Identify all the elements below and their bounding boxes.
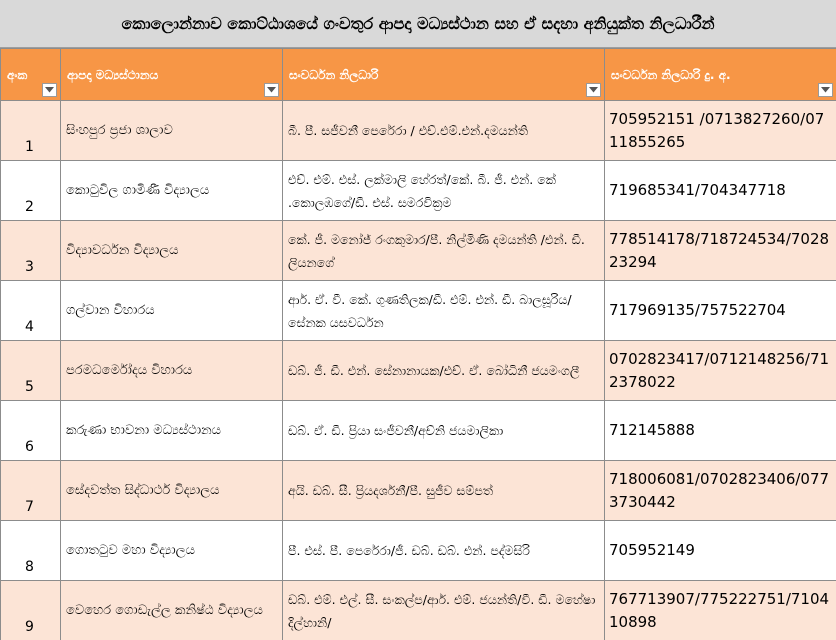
officers-text: ආර්. ඒ. වී. කේ. ගුණතිලක/ඩී. එම්. එන්. ඩී. බාලසූරිය/සේනක යසවර්ධන: [288, 291, 572, 330]
sheet-title[interactable]: කොලොන්නාව කොට්ඨාශයේ ගංවතුර ආපදා මධ්‍යස්ථාන සහ ඒ සදහා අනියුක්ත නිලධාරීන්: [121, 13, 715, 33]
header-cell-phone[interactable]: [605, 49, 836, 101]
cell-location[interactable]: [61, 461, 283, 521]
dropdown-arrow-icon: [267, 87, 276, 93]
filter-dropdown-phone[interactable]: [818, 83, 833, 97]
number-text: 5: [25, 379, 34, 395]
cell-number[interactable]: [1, 221, 61, 281]
cell-phones[interactable]: [605, 161, 836, 221]
cell-officers[interactable]: [283, 581, 605, 640]
cell-phones[interactable]: [605, 281, 836, 341]
officers-text: පී. එස්. පී. පෙරේරා/ජී. ඩබ්. ඩබ්. එන්. පද්මසිරි: [288, 543, 530, 558]
location-text: පරමධර්මෝදය විහාරය: [66, 362, 193, 378]
cell-number[interactable]: [1, 161, 61, 221]
header-cell-location[interactable]: [61, 49, 283, 101]
cell-number[interactable]: [1, 341, 61, 401]
data-table: [0, 48, 836, 640]
officers-text: ඩබ්. එම්. එල්. සී. සංකල්ප/ආර්. එම්. ජයන්ති/වී. ඩී. මහේෂා දිල්හානි/: [288, 591, 596, 630]
location-text: වෙහෙර ගොඩැල්ල කනිෂ්ඨ විද්‍යාලය: [66, 602, 263, 618]
dropdown-arrow-icon: [45, 87, 54, 93]
table-row: [1, 521, 836, 581]
phones-text: 0702823417/0712148256/712378022: [609, 349, 830, 391]
table-row: [1, 281, 836, 341]
phones-text: 718006081/0702823406/0773730442: [609, 469, 830, 511]
cell-officers[interactable]: [283, 521, 605, 581]
cell-location[interactable]: [61, 161, 283, 221]
number-text: 7: [25, 499, 34, 515]
cell-location[interactable]: [61, 401, 283, 461]
dropdown-arrow-icon: [589, 87, 598, 93]
header-row: [1, 49, 836, 101]
cell-officers[interactable]: [283, 281, 605, 341]
number-text: 2: [25, 199, 34, 215]
filter-dropdown-officer[interactable]: [586, 83, 601, 97]
cell-officers[interactable]: [283, 161, 605, 221]
cell-phones[interactable]: [605, 581, 836, 640]
cell-location[interactable]: [61, 341, 283, 401]
cell-number[interactable]: [1, 101, 61, 161]
phones-text: 767713907/775222751/710410898: [609, 589, 830, 631]
location-text: කොටුවිල ගාමිණී විද්‍යාලය: [66, 182, 210, 198]
location-text: සිංහපුර ප්‍රජා ශාලාව: [66, 122, 173, 138]
cell-number[interactable]: [1, 461, 61, 521]
sheet-title-bar: [0, 0, 836, 48]
cell-officers[interactable]: [283, 101, 605, 161]
header-cell-number[interactable]: [1, 49, 61, 101]
table-row: [1, 341, 836, 401]
cell-location[interactable]: [61, 221, 283, 281]
number-text: 4: [25, 319, 34, 335]
location-text: ගොතටුව මහා විද්‍යාලය: [66, 542, 195, 558]
cell-officers[interactable]: [283, 401, 605, 461]
phones-text: 705952151 /0713827260/0711855265: [609, 109, 825, 151]
cell-phones[interactable]: [605, 401, 836, 461]
cell-officers[interactable]: [283, 221, 605, 281]
dropdown-arrow-icon: [821, 87, 830, 93]
phones-text: 705952149: [609, 541, 695, 559]
officers-text: ඩබ්. ඒ. ඩී. ප්‍රියා සංජීවනී/අච්නි ජයමාලිකා: [288, 423, 504, 438]
number-text: 9: [25, 619, 34, 635]
number-text: 6: [25, 439, 34, 455]
phones-text: 712145888: [609, 421, 695, 439]
table-row: [1, 101, 836, 161]
location-text: විද්‍යාවර්ධන විද්‍යාලය: [66, 242, 179, 258]
cell-officers[interactable]: [283, 461, 605, 521]
table-row: [1, 581, 836, 640]
phones-text: 719685341/704347718: [609, 181, 786, 199]
number-text: 1: [25, 139, 34, 155]
location-text: කරුණා භාවනා මධ්‍යස්ථානය: [66, 422, 222, 438]
table-row: [1, 161, 836, 221]
header-cell-officer[interactable]: [283, 49, 605, 101]
number-text: 8: [25, 559, 34, 575]
cell-number[interactable]: [1, 581, 61, 640]
filter-dropdown-location[interactable]: [264, 83, 279, 97]
cell-number[interactable]: [1, 521, 61, 581]
cell-number[interactable]: [1, 401, 61, 461]
cell-location[interactable]: [61, 581, 283, 640]
cell-phones[interactable]: [605, 221, 836, 281]
header-label-location: ආපදා මධ්‍යස්ථානය: [67, 67, 159, 82]
location-text: සේදවත්ත සිද්ධාර්ථ විද්‍යාලය: [66, 482, 220, 498]
table-row: [1, 461, 836, 521]
cell-phones[interactable]: [605, 521, 836, 581]
officers-text: අයි. ඩබ්. සී. ප්‍රියදර්ශනී/පී. සුජීව සම්පත්: [288, 483, 493, 498]
cell-location[interactable]: [61, 281, 283, 341]
cell-officers[interactable]: [283, 341, 605, 401]
officers-text: බී. පී. සජීවනී පෙරේරා / එච්.එම්.එන්.දමයන්ති: [288, 123, 528, 138]
phones-text: 778514178/718724534/702823294: [609, 229, 830, 271]
table-row: [1, 401, 836, 461]
header-label-phone: සංවර්ධන නිලධාරි දු. අ.: [611, 67, 731, 82]
filter-dropdown-number[interactable]: [42, 83, 57, 97]
phones-text: 717969135/757522704: [609, 301, 786, 319]
header-label-number: අංක: [7, 67, 28, 82]
cell-phones[interactable]: [605, 101, 836, 161]
cell-location[interactable]: [61, 101, 283, 161]
officers-text: කේ. ජී. මනෝජ් රංගකුමාර/පී. නිල්මිණි දමයන්ති /එන්. ඩී. ලියනගේ: [288, 231, 585, 270]
number-text: 3: [25, 259, 34, 275]
officers-text: එච්. එම්. එස්. ලක්මාලි හේරත්/කේ. බී. ජී. එන්. කේ .කොලඹගේ/ඩී. එස්. සමරවික්‍රම: [288, 171, 556, 210]
officers-text: ඩබ්. ජී. ඩී. එන්. සේනානායක/එච්. ඒ. බෝධිනී ජයමංගලී: [288, 363, 580, 378]
cell-number[interactable]: [1, 281, 61, 341]
cell-location[interactable]: [61, 521, 283, 581]
header-label-officer: සංවර්ධන නිලධාරි: [289, 67, 379, 82]
cell-phones[interactable]: [605, 461, 836, 521]
cell-phones[interactable]: [605, 341, 836, 401]
location-text: ගල්වාන විහාරය: [66, 302, 155, 318]
table-row: [1, 221, 836, 281]
